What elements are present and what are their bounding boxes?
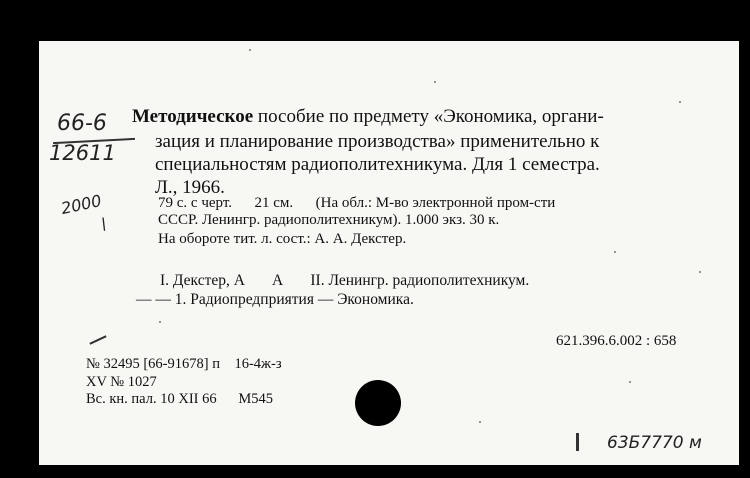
catalog-card bbox=[39, 41, 739, 465]
bottom-mark bbox=[576, 433, 579, 451]
pen-stroke bbox=[89, 335, 106, 344]
speck bbox=[629, 381, 631, 383]
bottom-handwritten-note: 63Б7770 м bbox=[607, 433, 702, 453]
classification-number: 621.396.6.002 : 658 bbox=[556, 333, 677, 349]
speck bbox=[699, 271, 701, 273]
margin-note-mark: \ bbox=[101, 214, 107, 233]
title-rest: пособие по предмету «Экономика, органи- bbox=[253, 106, 604, 127]
registry-line-3: Вс. кн. пал. 10 XII 66 М545 bbox=[86, 391, 273, 407]
margin-note: 2000 bbox=[59, 190, 104, 219]
speck bbox=[679, 101, 681, 103]
call-number-line2: 12611 bbox=[49, 141, 116, 165]
title-line-4: Л., 1966. bbox=[155, 177, 225, 198]
speck bbox=[479, 421, 481, 423]
call-number-line1: 66-6 bbox=[57, 111, 107, 136]
speck bbox=[159, 321, 161, 323]
description-line-3: На обороте тит. л. сост.: А. А. Декстер. bbox=[158, 231, 407, 247]
tracings-line-2: — — 1. Радиопредприятия — Экономика. bbox=[136, 291, 414, 308]
registry-line-1: № 32495 [66-91678] п 16-4ж-з bbox=[86, 356, 282, 372]
tracings-line-1: I. Декстер, А А II. Ленингр. радиополитехникум. bbox=[160, 272, 530, 289]
description-line-1: 79 с. с черт. 21 см. (На обл.: М-во электронной пром-сти bbox=[158, 195, 556, 211]
title-line-3: специальностям радиополитехникума. Для 1 семестра. bbox=[155, 154, 600, 175]
speck bbox=[434, 81, 436, 83]
title-line-1 bbox=[132, 107, 604, 126]
punch-hole bbox=[355, 380, 401, 426]
speck bbox=[249, 49, 251, 51]
description-line-2: СССР. Ленингр. радиополитехникум). 1.000 экз. 30 к. bbox=[158, 212, 500, 228]
registry-line-2: XV № 1027 bbox=[86, 374, 157, 390]
title-bold-word: Методическое bbox=[132, 106, 254, 127]
title-line-2: зация и планирование производства» применительно к bbox=[155, 131, 600, 152]
speck bbox=[614, 251, 616, 253]
